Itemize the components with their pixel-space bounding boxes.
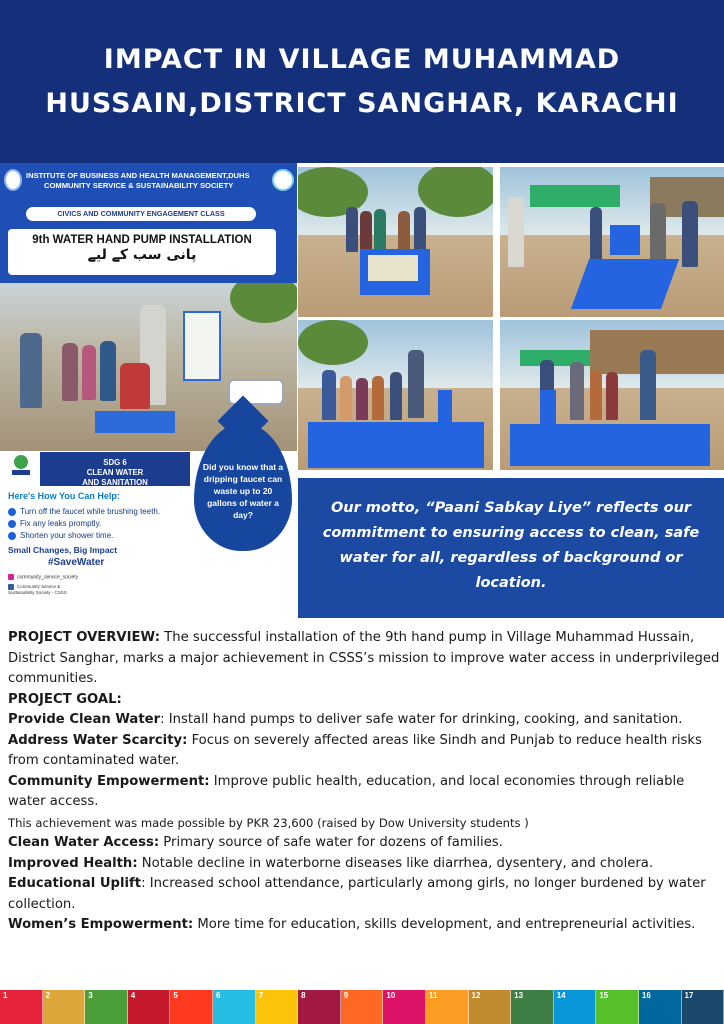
person-figure [340, 376, 352, 420]
motto-box [298, 478, 724, 618]
tree-shape [298, 320, 368, 365]
person-figure [322, 370, 336, 420]
impact-item [8, 874, 720, 915]
person-figure [100, 341, 116, 401]
small-changes-text: Small Changes, Big Impact [8, 545, 118, 555]
impact-text: Primary source of safe water for dozens of families. [159, 835, 503, 850]
sdg-tile-number: 9 [343, 991, 349, 1000]
person-figure [682, 201, 698, 267]
sdg-tile-number: 3 [88, 991, 93, 1000]
goal-label: Address Water Scarcity: [8, 732, 188, 748]
signboard [183, 311, 221, 381]
person-figure [20, 333, 42, 408]
person-figure [374, 209, 386, 251]
institute-name: INSTITUTE OF BUSINESS AND HEALTH MANAGEMENT,DUHS [26, 171, 250, 180]
sdg-tile-number: 10 [386, 991, 396, 1000]
impact-label: Educational Uplift [8, 876, 142, 891]
goal-item [8, 710, 720, 731]
person-figure [120, 363, 150, 409]
impact-item [8, 854, 720, 875]
sdg-tile-number: 4 [130, 991, 136, 1000]
sdg-tile-number: 7 [258, 991, 264, 1000]
facebook-icon [8, 584, 14, 590]
water-drop-graphic [190, 373, 295, 618]
sdg-number: SDG 6 [103, 458, 127, 467]
sdg-tile-icon [554, 990, 597, 1024]
instagram-text: community_service_society [17, 574, 79, 581]
drop-question: Did you know that a dripping faucet can waste up to 20 gallons of water a day? [202, 462, 284, 520]
overview-paragraph [8, 628, 720, 690]
society-name: COMMUNITY SERVICE & SUSTAINABILITY SOCIETY [44, 181, 234, 190]
photo-2 [500, 167, 724, 317]
tree-shape [230, 283, 297, 323]
impact-label: Women’s Empowerment: [8, 917, 194, 932]
sdg6-label [40, 452, 190, 486]
sdg-tile-number: 6 [215, 991, 221, 1000]
instagram-handle [8, 574, 78, 580]
sdg-tile-number: 2 [45, 991, 51, 1000]
person-figure [356, 378, 368, 420]
person-figure [360, 211, 372, 251]
university-logo-icon [4, 169, 22, 191]
person-figure [640, 350, 656, 420]
person-figure [390, 372, 402, 420]
person-figure [62, 343, 78, 401]
person-figure [590, 370, 602, 420]
sdg-tile-icon [0, 990, 43, 1024]
sdg-name-line2: AND SANITATION [82, 478, 148, 487]
sdg-tile-icon [341, 990, 384, 1024]
sdg-tile-icon [682, 990, 724, 1024]
person-figure [650, 203, 666, 265]
person-figure [408, 350, 424, 418]
sdg-tile-number: 17 [684, 991, 694, 1000]
sdg-tile-number: 16 [641, 991, 651, 1000]
goal-text: : Install hand pumps to deliver safe water for drinking, cooking, and sanitation. [160, 712, 683, 727]
header-banner [0, 0, 724, 163]
person-figure [398, 211, 410, 251]
poster-institute [26, 171, 270, 191]
person-figure [590, 207, 602, 262]
sdg-tile-icon [43, 990, 86, 1024]
hashtag: #SaveWater [48, 557, 105, 568]
photo-3 [298, 320, 493, 470]
sdg-tile-icon [426, 990, 469, 1024]
help-title: Here's How You Can Help: [8, 491, 120, 501]
urdu-slogan: پانی سب کے لیے [87, 247, 197, 263]
pump-platform [610, 225, 640, 255]
report-body [8, 628, 720, 936]
overview-label: PROJECT OVERVIEW: [8, 630, 160, 645]
campaign-poster [0, 163, 297, 618]
sdg-name-line1: CLEAN WATER [86, 468, 144, 477]
person-figure [82, 345, 96, 400]
goal-label: Provide Clean Water [8, 712, 161, 727]
person-figure [570, 362, 584, 420]
goal-label: Community Empowerment: [8, 773, 210, 789]
sdg-tile-icon [170, 990, 213, 1024]
sdg-tile-number: 14 [556, 991, 566, 1000]
pump-platform [308, 422, 484, 468]
photo-1 [298, 167, 493, 317]
sdg-tile-icon [256, 990, 299, 1024]
person-figure [414, 207, 426, 251]
event-title: 9th WATER HAND PUMP INSTALLATION [32, 234, 252, 246]
funding-note: This achievement was made possible by PKR 23,600 (raised by Dow University students ) [8, 815, 529, 830]
sdg-tile-icon [639, 990, 682, 1024]
sdg-tile-icon [298, 990, 341, 1024]
motto-text: Our motto, “Paani Sabkay Liye” reflects our commitment to ensuring access to clean, safe water for all, regardless of background or location. [322, 500, 700, 591]
sdg-tile-icon [85, 990, 128, 1024]
sdg-tile-number: 11 [428, 991, 438, 1000]
person-figure [606, 372, 618, 420]
sdg-tile-icon [213, 990, 256, 1024]
list-item: Fix any leaks promptly. [8, 518, 160, 530]
person-figure [346, 207, 358, 252]
goal-heading: PROJECT GOAL: [8, 691, 122, 707]
sdg-tile-number: 15 [599, 991, 609, 1000]
canopy [530, 185, 620, 207]
event-box [8, 229, 276, 275]
plaque [368, 255, 418, 281]
sdg-tile-icon [511, 990, 554, 1024]
instagram-icon [8, 574, 14, 580]
sdg-tile-number: 8 [301, 991, 306, 1000]
impact-item [8, 833, 720, 854]
pump-platform [95, 411, 175, 433]
facebook-handle [8, 584, 88, 596]
impact-label: Clean Water Access: [8, 835, 160, 850]
society-logo-icon [272, 169, 294, 191]
list-item: Turn off the faucet while brushing teeth. [8, 506, 160, 518]
list-item: Shorten your shower time. [8, 530, 160, 542]
goal-text: Focus on severely affected areas like Sindh and Punjab to reduce health risks from contaminated water. [8, 732, 702, 768]
impact-text: Notable decline in waterborne diseases like diarrhea, dysentery, and cholera. [137, 855, 654, 871]
sdg-tile-number: 13 [514, 991, 524, 1000]
goal-item [8, 731, 720, 772]
impact-text: More time for education, skills development, and entrepreneurial activities. [193, 917, 696, 932]
pump-platform [571, 259, 679, 309]
sdg-tile-icon [128, 990, 171, 1024]
impact-label: Improved Health: [8, 855, 138, 871]
green-youth-logo-icon [8, 453, 34, 477]
sdg-tile-number: 12 [471, 991, 481, 1000]
sdg-tile-icon [596, 990, 639, 1024]
goal-text: Improve public health, education, and local economies through reliable water access. [8, 773, 685, 809]
page-title: IMPACT IN VILLAGE MUHAMMAD HUSSAIN,DISTRICT SANGHAR, KARACHI [45, 44, 679, 119]
sdg-tile-number: 5 [173, 991, 178, 1000]
overview-text: The successful installation of the 9th hand pump in Village Muhammad Hussain, District Sanghar, marks a major achievement in CSSS’s mission to improve water access in underprivileged communities. [8, 630, 720, 686]
sdg-tile-number: 1 [3, 991, 8, 1000]
tips-list [8, 506, 160, 542]
class-pill: CIVICS AND COMMUNITY ENGAGEMENT CLASS [26, 207, 256, 221]
sdg-tile-icon [469, 990, 512, 1024]
poster-header [0, 163, 297, 283]
person-figure [508, 197, 524, 267]
impact-text: : Increased school attendance, particularly among girls, no longer burdened by water collection. [8, 876, 706, 912]
facebook-text: Community Service & Sustainability Society - CSSS [8, 584, 67, 596]
hut [590, 330, 724, 374]
photo-4 [500, 320, 724, 470]
impact-item [8, 915, 720, 936]
goal-item [8, 772, 720, 813]
sdg-tile-icon [383, 990, 426, 1024]
sdg-goals-strip [0, 990, 724, 1024]
person-figure [372, 376, 384, 420]
pump-platform [510, 424, 710, 466]
